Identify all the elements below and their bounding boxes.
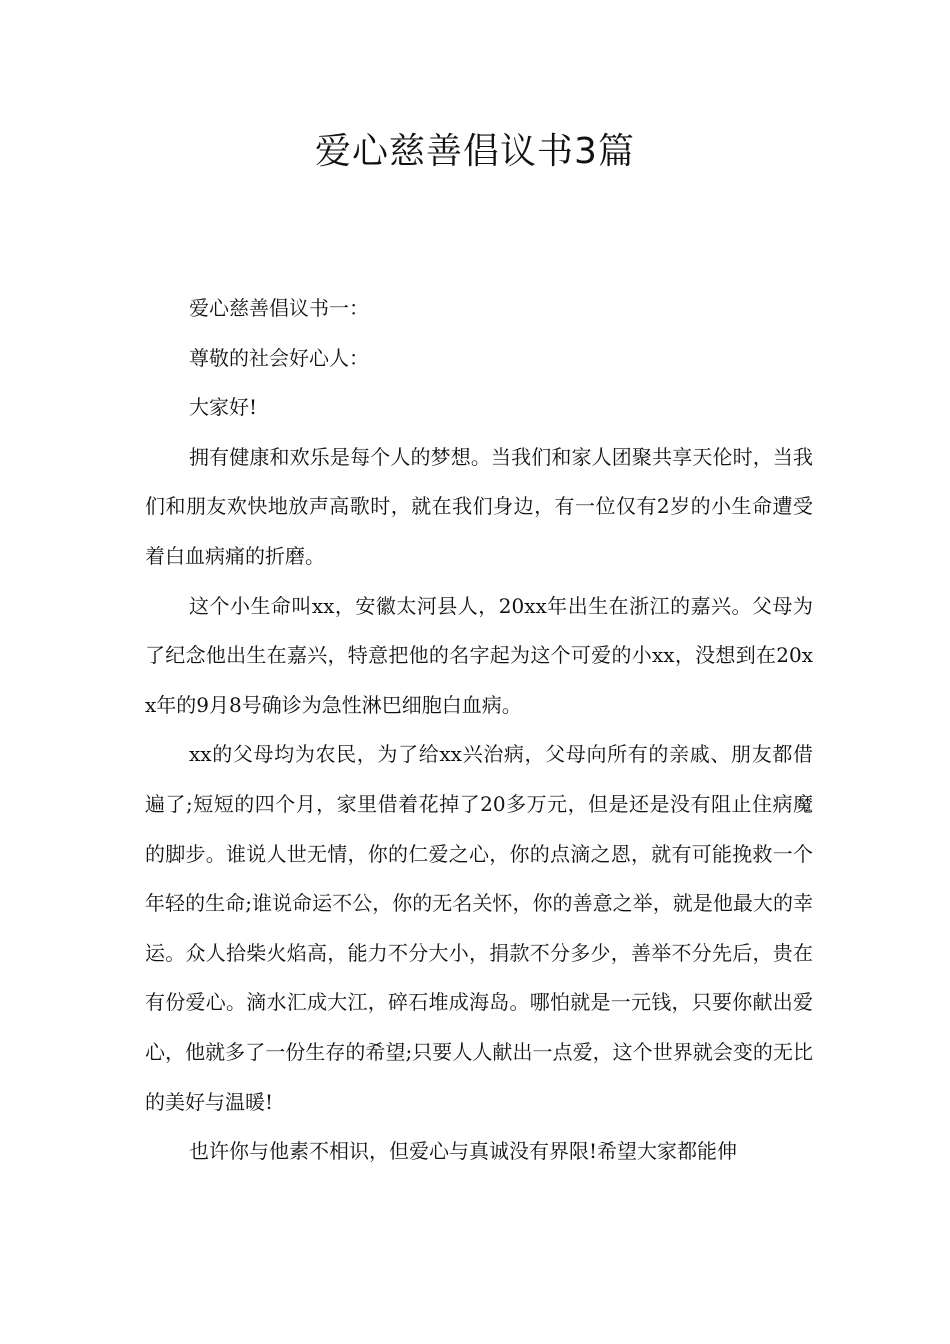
paragraph-body: 也许你与他素不相识，但爱心与真诚没有界限!希望大家都能伸 <box>189 1139 738 1164</box>
paragraph-salutation: 尊敬的社会好心人： <box>189 345 369 370</box>
document-title: 爱心慈善倡议书3篇 <box>315 131 635 172</box>
paragraph-greeting: 大家好! <box>189 395 258 420</box>
paragraph-heading: 爱心慈善倡议书一： <box>189 296 369 320</box>
paragraph-body: 拥有健康和欢乐是每个人的梦想。当我们和家人团聚共享天伦时，当我们和朋友欢快地放声高歌时，就在我们身边，有一位仅有2岁的小生命遭受着白血病痛的折磨。 <box>145 444 813 568</box>
document-body <box>145 284 813 1177</box>
paragraph-body: xx的父母均为农民，为了给xx兴治病，父母向所有的亲戚、朋友都借遍了;短短的四个月，家里借着花掉了20多万元，但是还是没有阻止住病魔的脚步。谁说人世无情，你的仁爱之心，你的点滴之恩，就有可能挽救一个年轻的生命;谁说命运不公，你的无名关怀，你的善意之举，就是他最大的幸运。众人拾柴火焰高，能力不分大小，捐款不分多少，善举不分先后，贵在有份爱心。滴水汇成大江，碎石堆成海岛。哪怕就是一元钱，只要你献出爱心，他就多了一份生存的希望;只要人人献出一点爱，这个世界就会变的无比的美好与温暖! <box>145 742 813 1114</box>
paragraph-body: 这个小生命叫xx，安徽太河县人，20xx年出生在浙江的嘉兴。父母为了纪念他出生在嘉兴，特意把他的名字起为这个可爱的小xx，没想到在20xx年的9月8号确诊为急性淋巴细胞白血病。 <box>145 593 813 717</box>
